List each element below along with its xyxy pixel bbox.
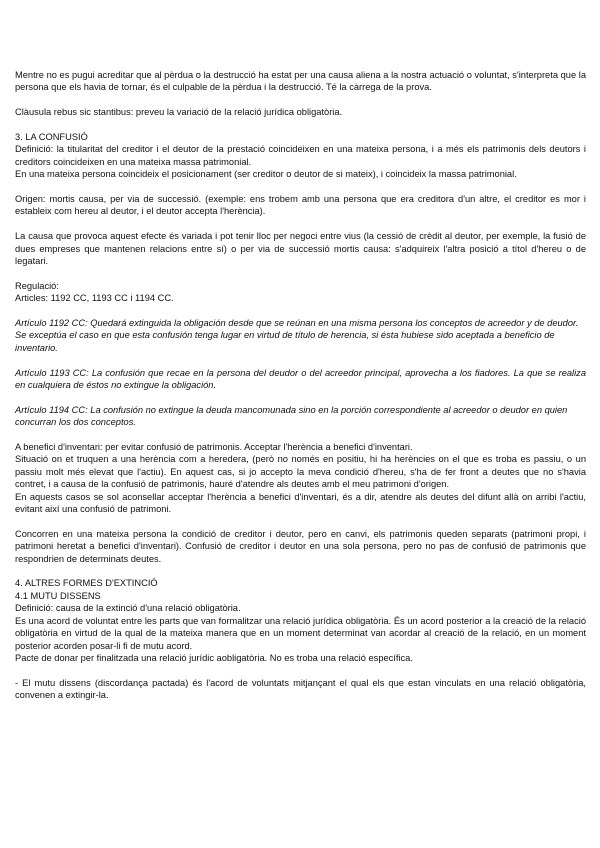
paragraph-benefici-inventari: A benefici d'inventari: per evitar confusió de patrimonis. Acceptar l'herència a benefici d'inventari. — [15, 442, 413, 453]
paragraph-concorren: Concorren en una mateixa persona la condició de creditor i deutor, pero en canvi, els patrimonis queden separats (patrimoni propi, i patrimoni heretat a benefici d'inventari). Confusió de creditor i deutor en una sola persona, pero no pas de confusió de patrimonis que respondrien de determinats deutes. — [15, 528, 586, 564]
paragraph-articles: Articles: 1192 CC, 1193 CC i 1194 CC. — [15, 293, 174, 304]
quote-article-1192: Artículo 1192 CC: Quedará extinguida la obligación desde que se reúnan en una misma persona los conceptos de acreedor y de deudor. Se exceptúa el caso en que esta confusión tenga lugar en virtud de título de herencia, si ésta hubiese sido aceptada a beneficio de inventario. — [15, 318, 579, 353]
paragraph-loss-destruction: Mentre no es pugui acreditar que al pèrdua o la destrucció ha estat per una causa aliena a la nostra actuació o voluntat, s'interpreta que la persona que els havia de tornar, és el culpable de la pèrdua i la destrucció. Té la càrrega de la prova. — [15, 70, 586, 93]
heading-confusio: 3. LA CONFUSIÓ — [15, 132, 88, 142]
paragraph-definicio-confusio: Definició: la titularitat del creditor i el deutor de la prestació coincideixen en una mateixa persona, i a més els patrimonis dels deutors i creditors coincideixen en una mateixa massa patrimonial. — [15, 144, 586, 167]
paragraph-definicio-mutu: Definició: causa de la extinció d'una relació obligatòria. — [15, 603, 241, 614]
paragraph-causa-efecte: La causa que provoca aquest efecte és variada i pot tenir lloc per negoci entre vius (la cessió de crèdit al deutor, per exemple, la fusió de dues empreses que mantenen relacions entre sí) o per via de successió mortis causa: s'adquireix l'altra posició a títol d'hereu o de legatari. — [15, 231, 586, 267]
heading-mutu-dissens: 4.1 MUTU DISSENS — [15, 590, 101, 601]
quote-article-1194: Artículo 1194 CC: La confusión no extingue la deuda mancomunada sino en la porción correspondiente al acreedor o deudor en quien concurran los dos conceptos. — [15, 404, 568, 428]
paragraph-rebus-sic-stantibus: Clàusula rebus sic stantibus: preveu la variació de la relació jurídica obligatòria. — [15, 107, 343, 118]
paragraph-pacte: Pacte de donar per finalitzada una relació jurídic aobligatòria. No es troba una relació específica. — [15, 652, 413, 663]
paragraph-origen: Origen: mortis causa, per via de successió. (exemple: ens trobem amb una persona que era creditora d'un altre, el creditor es mor i estableix com hereu al deutor, i el deutor accepta l'herència). — [15, 194, 586, 217]
paragraph-aconsellar: En aquests casos se sol aconsellar acceptar l'herència a benefici d'inventari, és a dir, atendre als deutes del difunt allà on arribi l'actiu, evitant així una confusió de patrimoni. — [15, 491, 586, 515]
paragraph-situacio-herencia: Situació on et truquen a una herència com a heredera, (però no només en positiu, hi ha herències on el que es troba es passiu, o un passiu molt més elevat que l'actiu). En aquest cas, si jo accepto la meva condició d'hereu, s'ha de fer front a deutes que no s'havia contret, i a causa de la confusió de patrimonis, hauré d'atendre als deutes amb el meu patrimoni d'origen. — [15, 454, 586, 490]
paragraph-mateixa-persona: En una mateixa persona coincideix el posicionament (ser creditor o deutor de si mateix), i coincideix la massa patrimonial. — [15, 169, 517, 180]
heading-regulacio: Regulació: — [15, 280, 59, 291]
heading-altres-formes: 4. ALTRES FORMES D'EXTINCIÓ — [15, 578, 158, 589]
paragraph-mutu-dissens-bullet: - El mutu dissens (discordança pactada) és l'acord de voluntats mitjançant el qual els que estan vinculats en una relació obligatòria, convenen a extingir-la. — [15, 677, 586, 701]
paragraph-acord-voluntat: Es una acord de voluntat entre les parts que van formalitzar una relació jurídica obligatòria. És un acord posterior a la creació de la relació obligatòria en virtud de la qual de la mateixa manera que en un moment determinat van acordar al creació de la relació, en un moment posterior acorden posar-li fi de mutu acord. — [15, 615, 586, 651]
quote-article-1193: Artículo 1193 CC: La confusión que recae en la persona del deudor o del acreedor principal, aprovecha a los fiadores. La que se realiza en cualquiera de éstos no extingue la obligación. — [15, 367, 586, 391]
